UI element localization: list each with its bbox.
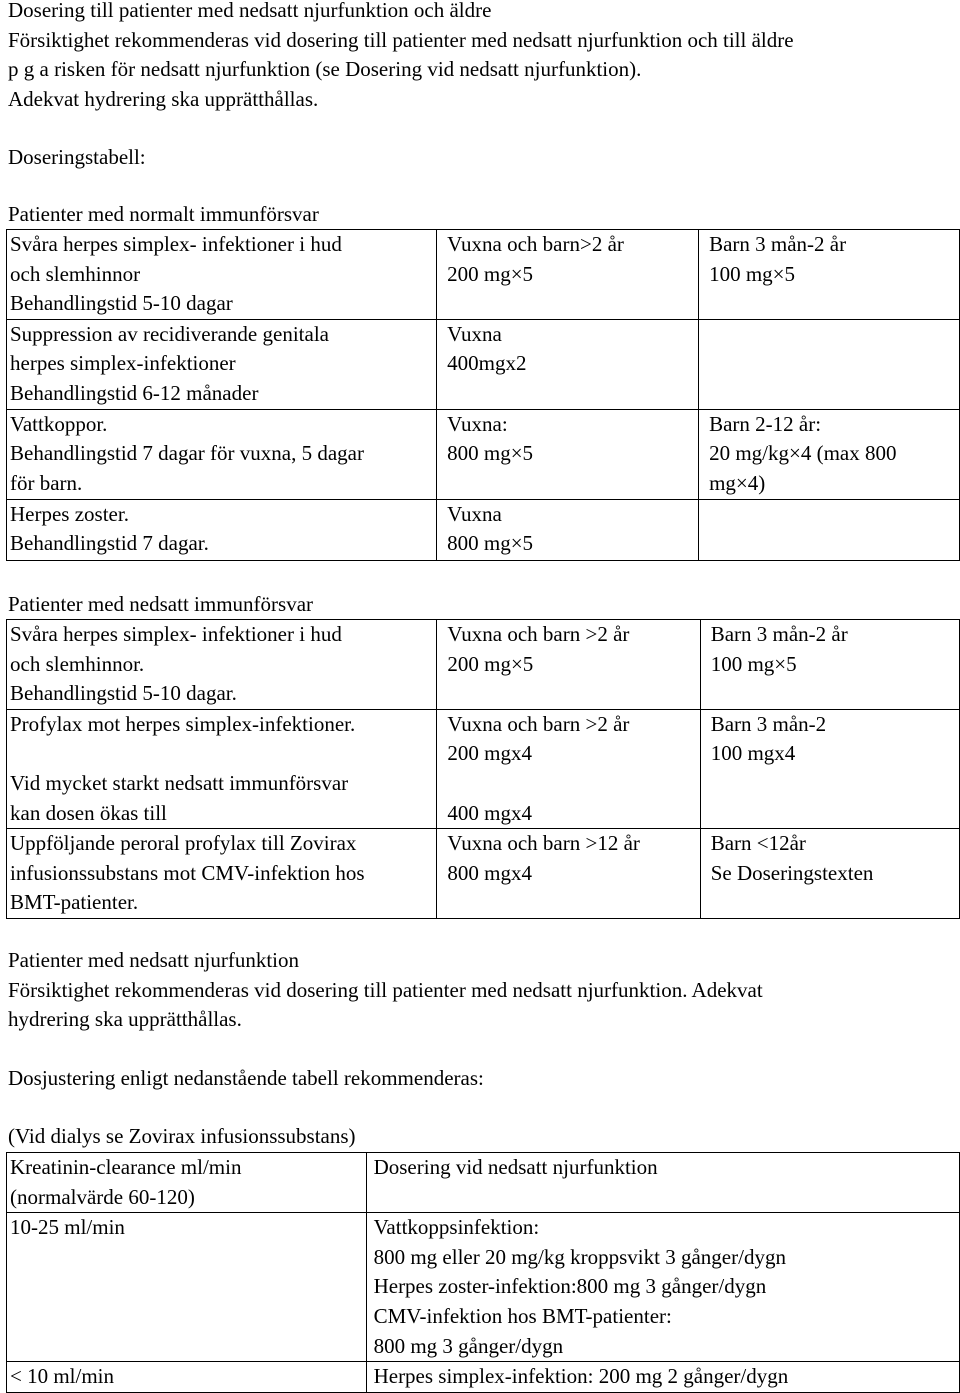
cell-line: Dosering vid nedsatt njurfunktion (373, 1155, 658, 1179)
adult-dose-cell (437, 709, 700, 828)
cell-line: 800 mg×5 (447, 441, 534, 466)
child-dose-cell (699, 499, 960, 560)
indication-cell (7, 499, 437, 560)
cell-line: och slemhinnor. (10, 651, 145, 676)
cell-line: Vuxna och barn >2 år (447, 711, 630, 736)
clearance-cell (7, 1362, 367, 1393)
cell-line: Barn 3 mån-2 år (709, 232, 847, 256)
table-row (7, 709, 960, 828)
cell-line: Svåra herpes simplex- infektioner i hud (10, 232, 342, 256)
cell-line: CMV-infektion hos BMT-patienter: (373, 1303, 672, 1328)
table-row (7, 230, 960, 320)
renal-line: Försiktighet rekommenderas vid dosering till patienter med nedsatt njurfunktion. Adekvat (8, 977, 763, 1002)
cell-line: 10-25 ml/min (10, 1215, 125, 1240)
cell-line: 20 mg/kg×4 (max 800 (709, 441, 897, 466)
adult-dose-cell (437, 499, 699, 560)
cell-line: 800 mg eller 20 mg/kg kroppsvikt 3 gånger/dygn (373, 1244, 786, 1269)
child-dose-cell (700, 620, 959, 710)
reduced-immune-table (6, 619, 960, 919)
cell-line: Barn 2-12 år: (709, 411, 822, 436)
cell-line: Suppression av recidiverande genitala (10, 321, 329, 346)
table-row (7, 1362, 960, 1393)
clearance-cell (7, 1213, 367, 1362)
cell-line: kan dosen ökas till (10, 800, 167, 825)
cell-line: Se Doseringstexten (710, 860, 874, 885)
cell-line: 200 mg×5 (447, 651, 534, 676)
indication-cell (7, 230, 437, 320)
table-row (7, 1153, 960, 1213)
table-row (7, 829, 960, 919)
renal-line: hydrering ska upprätthållas. (8, 1007, 242, 1032)
child-dose-cell (699, 319, 960, 409)
dosing-header-cell (366, 1153, 959, 1213)
cell-line: Vuxna: (447, 411, 508, 436)
spacer (446, 769, 699, 799)
cell-line: Svåra herpes simplex- infektioner i hud (10, 622, 342, 646)
spacer (9, 739, 436, 769)
table-row (7, 499, 960, 560)
normal-immune-heading: Patienter med normalt immunförsvar (8, 202, 319, 226)
renal-dosing-table (6, 1152, 960, 1393)
child-dose-cell (700, 829, 959, 919)
intro-line: p g a risken för nedsatt njurfunktion (se Dosering vid nedsatt njurfunktion). (8, 57, 642, 82)
cell-line: Behandlingstid 7 dagar. (10, 531, 209, 556)
cell-line: Vuxna och barn>2 år (447, 232, 624, 256)
cell-line: Behandlingstid 5-10 dagar (10, 291, 233, 316)
cell-line: infusionssubstans mot CMV-infektion hos (10, 860, 365, 885)
intro-line: Försiktighet rekommenderas vid dosering till patienter med nedsatt njurfunktion och till äldre (8, 27, 794, 52)
cell-line: 100 mg×5 (709, 261, 796, 286)
intro-section (8, 0, 794, 114)
normal-immune-table (6, 229, 960, 561)
clearance-header-cell (7, 1153, 367, 1213)
cell-line: Kreatinin-clearance ml/min (10, 1155, 242, 1179)
cell-line: Herpes zoster-infektion:800 mg 3 gånger/dygn (373, 1274, 767, 1299)
dosing-cell (366, 1213, 959, 1362)
cell-line: BMT-patienter. (10, 890, 139, 915)
table-row (7, 1213, 960, 1362)
cell-line: Vuxna och barn >2 år (447, 622, 630, 646)
table-row (7, 409, 960, 499)
indication-cell (7, 709, 437, 828)
dosing-table-title: Doseringstabell: (8, 145, 146, 169)
dialysis-note: (Vid dialys se Zovirax infusionssubstans) (8, 1124, 356, 1148)
cell-line: 200 mgx4 (447, 741, 532, 766)
child-dose-cell (700, 709, 959, 828)
cell-line: 400 mgx4 (447, 800, 532, 825)
reduced-immune-heading: Patienter med nedsatt immunförsvar (8, 592, 314, 616)
cell-line: Vid mycket starkt nedsatt immunförsvar (10, 770, 349, 795)
cell-line: Barn 3 mån-2 år (710, 622, 848, 646)
cell-line: 800 mg×5 (447, 531, 534, 556)
cell-line: Barn 3 mån-2 (710, 711, 827, 736)
indication-cell (7, 829, 437, 919)
cell-line: 200 mg×5 (447, 261, 534, 286)
cell-line: Vattkoppsinfektion: (373, 1215, 540, 1240)
intro-heading: Dosering till patienter med nedsatt njurfunktion och äldre (8, 0, 492, 22)
indication-cell (7, 620, 437, 710)
renal-heading: Patienter med nedsatt njurfunktion (8, 948, 300, 972)
adult-dose-cell (437, 409, 699, 499)
table-row (7, 319, 960, 409)
cell-line: Profylax mot herpes simplex-infektioner. (10, 711, 356, 736)
intro-line: Adekvat hydrering ska upprätthållas. (8, 86, 319, 111)
indication-cell (7, 409, 437, 499)
cell-line: < 10 ml/min (10, 1364, 115, 1389)
cell-line: herpes simplex-infektioner (10, 351, 236, 376)
cell-line: 100 mgx4 (710, 741, 796, 766)
table-row (7, 620, 960, 710)
cell-line: 800 mgx4 (447, 860, 532, 885)
cell-line: Vuxna och barn >12 år (447, 831, 640, 856)
cell-line: Barn <12år (710, 831, 806, 856)
cell-line: Herpes simplex-infektion: 200 mg 2 gånger/dygn (373, 1364, 789, 1389)
adult-dose-cell (437, 620, 700, 710)
cell-line: och slemhinnor (10, 261, 141, 286)
cell-line: Vattkoppor. (10, 411, 108, 436)
cell-line: Uppföljande peroral profylax till Zovirax (10, 831, 357, 856)
adult-dose-cell (437, 319, 699, 409)
cell-line: mg×4) (709, 470, 766, 495)
child-dose-cell (699, 230, 960, 320)
cell-line: 100 mg×5 (710, 651, 797, 676)
cell-line: Vuxna (447, 321, 502, 346)
child-dose-cell (699, 409, 960, 499)
indication-cell (7, 319, 437, 409)
cell-line: Behandlingstid 5-10 dagar. (10, 681, 237, 706)
cell-line: 400mgx2 (447, 351, 527, 376)
adult-dose-cell (437, 829, 700, 919)
dosing-cell (366, 1362, 959, 1393)
cell-line: Behandlingstid 6-12 månader (10, 380, 259, 405)
cell-line: Herpes zoster. (10, 501, 129, 526)
adult-dose-cell (437, 230, 699, 320)
renal-adjustment-text: Dosjustering enligt nedanstående tabell rekommenderas: (8, 1066, 484, 1090)
cell-line: (normalvärde 60-120) (10, 1184, 195, 1209)
cell-line: Vuxna (447, 501, 502, 526)
cell-line: för barn. (10, 470, 83, 495)
renal-section (8, 946, 763, 1035)
cell-line: 800 mg 3 gånger/dygn (373, 1333, 564, 1358)
cell-line: Behandlingstid 7 dagar för vuxna, 5 dagar (10, 441, 364, 466)
